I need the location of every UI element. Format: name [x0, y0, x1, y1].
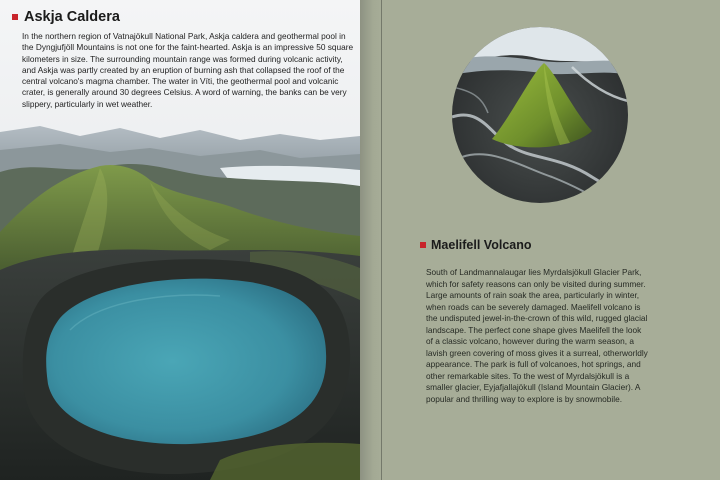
- maelifell-circle-photo: [452, 27, 628, 203]
- askja-body-text: In the northern region of Vatnajökull National Park, Askja caldera and geothermal pool in the Dyngjufjöll Mountains is not one for the faint-hearted. Askja is an impressive 50 square kilometers in size. The surrounding mountain range was formed during volcanic activity, and Askja was partly created by an eruption of burning ash that collapsed the roof of the central volcano's magma chamber. The water in Víti, the geothermal pool and volcanic crater, is generally around 30 degrees Celsius. A word of warning, the banks can be very slippery, particularly in wet weather.: [22, 31, 354, 109]
- askja-title-row: [12, 8, 348, 26]
- askja-text-block: [0, 0, 360, 110]
- section-marker-icon: [12, 14, 18, 20]
- section-marker-icon: [420, 242, 426, 248]
- book-fold-line: [381, 0, 382, 480]
- book-spine-shadow: [360, 0, 382, 480]
- maelifell-body-text: South of Landmannalaugar lies Myrdalsjökull Glacier Park, which for safety reasons can only be visited during summer. Large amounts of rain soak the area, particularly in winter, when roads can be severely damaged. Maelifell volcano is the undisputed jewel-in-the-crown of this wild, rugged glacial landscape. The perfect cone shape gives Maelifell the look of a classic volcano, however during the warm season, a lavish green covering of moss gives it a surreal, otherworldly appearance. The park is full of volcanoes, hot springs, and other remarkable sites. To the west of Myrdalsjökull is a smaller glacier, Eyjafjallajökull (Island Mountain Glacier). A popular and thrilling way to explore is by snowmobile.: [426, 267, 648, 404]
- maelifell-title-row: [420, 238, 532, 252]
- askja-title: Askja Caldera: [24, 9, 120, 25]
- maelifell-title: Maelifell Volcano: [431, 238, 532, 252]
